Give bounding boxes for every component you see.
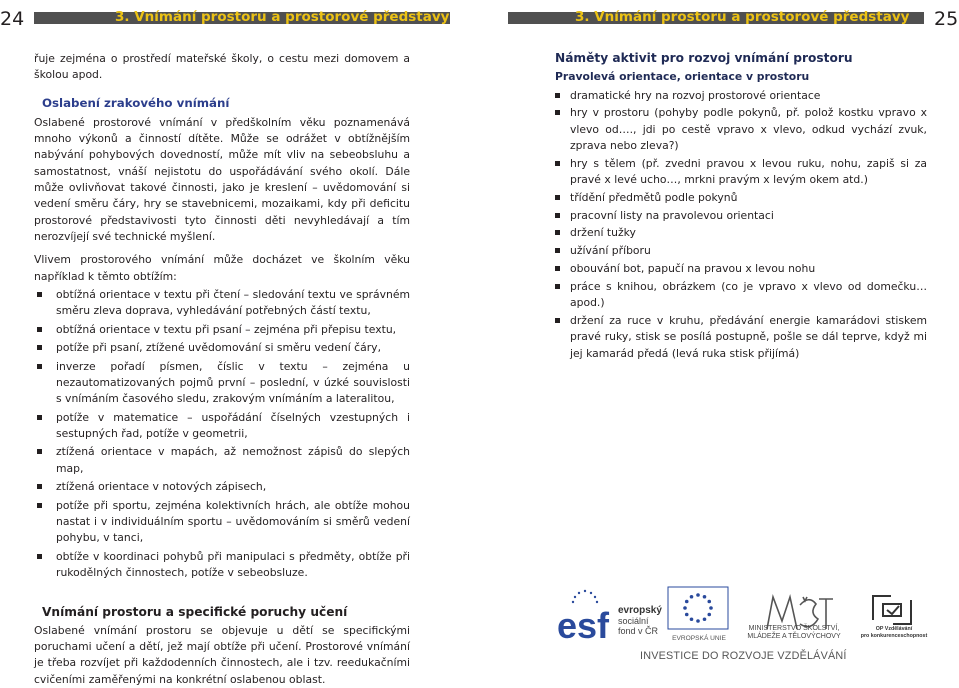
activities-heading: Náměty aktivit pro rozvoj vnímání prostoru bbox=[555, 51, 853, 65]
activities-subheading: Pravolevá orientace, orientace v prostoru bbox=[555, 70, 810, 84]
list-item: dramatické hry na rozvoj prostorové orientace bbox=[555, 88, 927, 104]
eu-star-icon bbox=[690, 595, 694, 599]
svg-text:esf: esf bbox=[557, 605, 610, 641]
list-item: obtížná orientace v textu při psaní – zejména při přepisu textu, bbox=[34, 322, 410, 338]
list-item: třídění předmětů podle pokynů bbox=[555, 190, 927, 206]
op-logo-icon bbox=[867, 590, 917, 630]
list-item: potíže při psaní, ztížené uvědomování si směru vedení čáry, bbox=[34, 340, 410, 356]
eu-star-icon bbox=[696, 619, 700, 623]
section-heading-oslabeni: Oslabení zrakového vnímání bbox=[42, 95, 230, 110]
list-item: inverze pořadí písmen, číslic v textu – zejména u nezautomatizovaných pojmů první – poslední, v úzké souvislosti s vnímáním časového sledu, zrakovým vnímáním a lateralitou, bbox=[34, 359, 410, 408]
msmt-line1: MINISTERSTVO ŠKOLSTVÍ, bbox=[748, 625, 840, 632]
msmt-line2: MLÁDEŽE A TĚLOVÝCHOVY bbox=[747, 633, 841, 640]
eu-star-icon bbox=[696, 593, 700, 597]
eu-star-icon bbox=[685, 613, 689, 617]
eu-star-icon bbox=[683, 606, 687, 610]
eu-flag-icon bbox=[667, 586, 729, 634]
section-heading-spu: Vnímání prostoru a specifické poruchy učení bbox=[42, 604, 348, 619]
footer-logos bbox=[555, 580, 959, 661]
left-header-bar bbox=[34, 9, 450, 24]
section-paragraph-2: Vlivem prostorového vnímání může docházet ve školním věku například k těmto obtížím: bbox=[34, 253, 410, 283]
list-item: obtíže v koordinaci pohybů při manipulaci s předměty, obtíže při rukodělných činnostech, potíže v sebeobsluze. bbox=[34, 549, 410, 582]
list-item: potíže při sportu, zejména kolektivních hrách, ale obtíže mohou nastat i v individuálním sportu – uvědomováním si směrů vedení pohybu, v tanci, bbox=[34, 498, 410, 547]
intro-paragraph: řuje zejména o prostředí mateřské školy, o cestu mezi domovem a školou apod. bbox=[34, 52, 410, 82]
eu-star-icon bbox=[709, 606, 713, 610]
section-paragraph-3: Oslabené vnímání prostoru se objevuje u dětí se specifickými poruchami učení a dětí, jež mají obtíže při učení. Prostorové vnímání je třeba rozvíjet při každodenních činnostech, ale i tzv. reedukačními cvičeními zaměřenými na konkrétní oslabenou oblast. bbox=[34, 623, 410, 686]
difficulties-list bbox=[34, 287, 410, 582]
list-item: ztížená orientace v mapách, až nemožnost zápisů do slepých map, bbox=[34, 444, 410, 477]
list-item: užívání příboru bbox=[555, 243, 927, 259]
eu-star-icon bbox=[703, 617, 707, 621]
list-item: hry v prostoru (pohyby podle pokynů, př. polož kostku vpravo x vlevo od…., jdi po cestě vpravo x vlevo, odkud vychází zvuk, zprava nebo zleva?) bbox=[555, 105, 927, 154]
eu-star-icon bbox=[685, 600, 689, 604]
msmt-label bbox=[737, 625, 851, 641]
esf-line3: fond v ČR bbox=[618, 626, 659, 636]
right-column bbox=[555, 50, 927, 363]
list-item: držení tužky bbox=[555, 225, 927, 241]
list-item: hry s tělem (př. zvedni pravou x levou ruku, nohu, zapiš si za pravé x levé ucho…, mrkni pravým x levým okem atd.) bbox=[555, 156, 927, 189]
list-item: obouvání bot, papučí na pravou x levou nohu bbox=[555, 261, 927, 277]
left-column bbox=[34, 51, 410, 688]
esf-line2: sociální bbox=[618, 616, 649, 626]
esf-text bbox=[618, 605, 662, 636]
list-item: práce s knihou, obrázkem (co je vpravo x vlevo od domečku…apod.) bbox=[555, 279, 927, 312]
eu-star-icon bbox=[707, 613, 711, 617]
op-label bbox=[851, 626, 937, 640]
list-item: ztížená orientace v notových zápisech, bbox=[34, 479, 410, 495]
section-paragraph-1: Oslabené prostorové vnímání v předškolním věku poznamenává mnoho výkonů a činností dítěte. Může se odrážet v obtížnějším nabývání pohybových dovedností, může mít vliv na sebeobsluhu a samostatnost, vnáší nejistotu do uspořádávání svého okolí. Dále může ovlivňovat takové činnosti, jako je kreslení – uvědomování si vedení směru čáry, hry se stavebnicemi, mozaikami, kdy při deficitu prostorové představivosti tyto činnosti děti nevyhledávají a tím nerozvíjejí své technické myšlení. bbox=[34, 115, 410, 243]
list-item: pracovní listy na pravolevou orientaci bbox=[555, 208, 927, 224]
left-page-number: 24 bbox=[0, 8, 25, 30]
eu-star-icon bbox=[690, 617, 694, 621]
investice-slogan: INVESTICE DO ROZVOJE VZDĚLÁVÁNÍ bbox=[640, 650, 847, 662]
left-header-title: 3. Vnímání prostoru a prostorové představy bbox=[115, 9, 450, 24]
eu-label: EVROPSKÁ UNIE bbox=[672, 635, 726, 642]
list-item: držení za ruce v kruhu, předávání energie kamarádovi stiskem pravé ruky, stisk se posílá postupně, pošle se dál teprve, když mi jej kamarád předá (levá ruka stisk přijímá) bbox=[555, 313, 927, 362]
esf-line1: evropský bbox=[618, 605, 662, 616]
eu-star-icon bbox=[707, 600, 711, 604]
list-item: potíže v matematice – uspořádání číselných vzestupných i sestupných řad, potíže v geometrii, bbox=[34, 410, 410, 443]
op-line1: OP Vzdělávání bbox=[875, 626, 913, 632]
right-page-number: 25 bbox=[934, 8, 959, 30]
eu-star-icon bbox=[703, 595, 707, 599]
list-item: obtížná orientace v textu při čtení – sledování textu ve správném směru zleva doprava, vyhledávání potřebných částí textu, bbox=[34, 287, 410, 320]
esf-logo-icon bbox=[555, 585, 617, 641]
op-line2: pro konkurenceschopnost bbox=[860, 633, 928, 639]
activities-list bbox=[555, 88, 927, 362]
right-header-title: 3. Vnímání prostoru a prostorové představy bbox=[575, 9, 910, 24]
right-header-bar bbox=[508, 9, 924, 24]
